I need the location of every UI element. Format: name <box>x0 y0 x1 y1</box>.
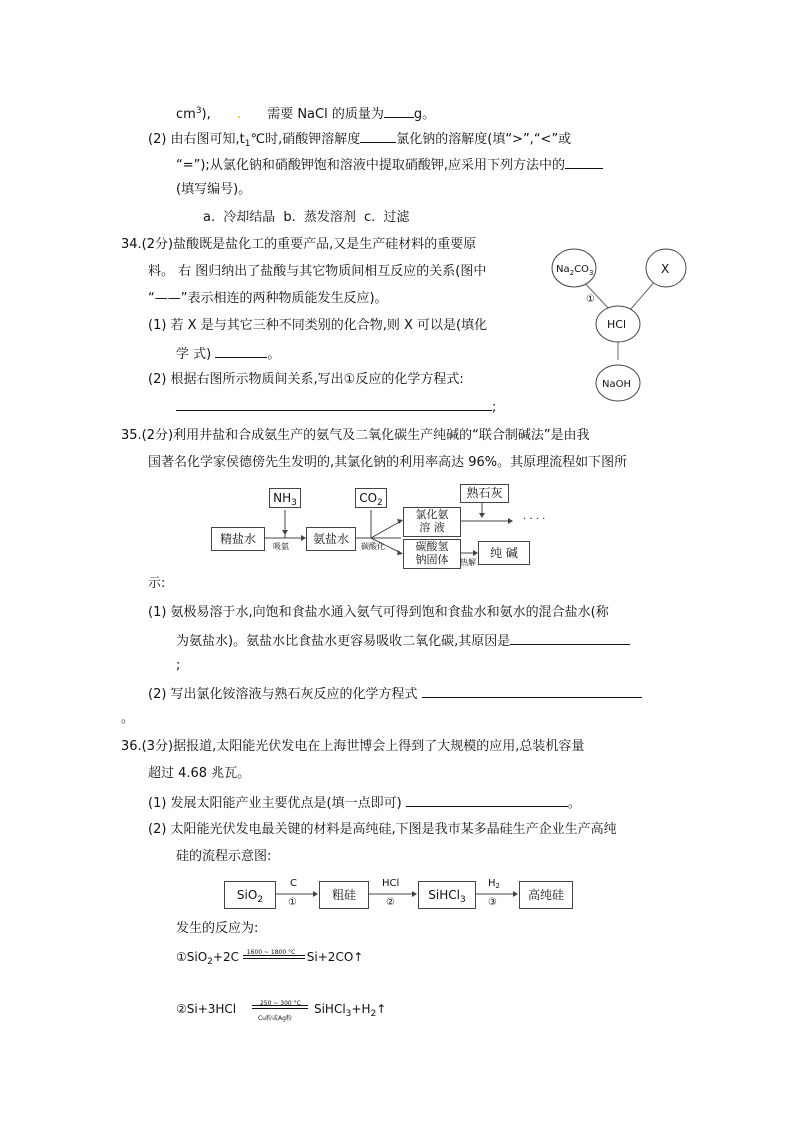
absorb-ammonia-label: 吸氨 <box>273 542 289 551</box>
pyrolysis-label: 热解 <box>460 558 476 567</box>
sihcl3-box: SiHCl$_3$ <box>418 881 476 909</box>
step1-mark: ① <box>288 897 297 908</box>
q34-sub2-answer: ; <box>176 396 496 418</box>
solubility-compare-blank[interactable] <box>360 128 396 143</box>
refined-brine-box: 精盐水 <box>211 527 265 551</box>
q35-line2: 国著名化学家侯德傍先生发明的,其氯化钠的利用率高达 96%。其原理流程如下图所 <box>148 455 628 470</box>
continuation-dots: · · · · <box>523 514 546 525</box>
advantage-blank[interactable] <box>406 792 568 807</box>
reaction-heading: 发生的反应为: <box>176 921 259 936</box>
step2-mark: ② <box>386 897 395 908</box>
q35-sub1-line3: ; <box>176 658 181 673</box>
q34-line3: “——”表示相连的两种物质能发生反应)。 <box>148 291 388 306</box>
co2-box: $CO_2$ <box>355 488 387 508</box>
reaction1-mark: ① <box>586 294 595 305</box>
step3-mark: ③ <box>488 897 497 908</box>
ammonia-brine-box: 氨盐水 <box>306 527 356 551</box>
q34-sub1: (1) 若 X 是与其它三种不同类别的化合物,则 X 可以是(填化 <box>148 318 488 333</box>
q35-sub1-line1: (1) 氨极易溶于水,向饱和食盐水通入氨气可得到饱和食盐水和氨水的混合盐水(称 <box>148 605 609 620</box>
q35-sub2-end: 。 <box>121 711 135 726</box>
reagent-c: C <box>290 878 297 889</box>
silicon-process-flow <box>222 876 582 912</box>
na2co3-label: $Na_2CO_3$ <box>556 264 594 277</box>
naoh-label: NaOH <box>602 379 631 390</box>
q35-sub2: (2) 写出氯化铵溶液与熟石灰反应的化学方程式 <box>148 683 642 705</box>
q33-line1: $cm^3$), . 需要 NaCl 的质量为 g。 <box>176 101 435 125</box>
method-blank[interactable] <box>565 154 603 169</box>
q34-line1: 34.(2分)盐酸既是盐化工的重要产品,又是生产硅材料的重要原 <box>121 237 477 252</box>
alkali-process-flow <box>205 483 575 573</box>
crude-silicon-box: 粗硅 <box>319 881 369 909</box>
q36-line1: 36.(3分)据报道,太阳能光伏发电在上海世博会上得到了大规模的应用,总装机容量 <box>121 739 585 754</box>
reagent-hcl: HCl <box>382 878 400 889</box>
sodium-bicarbonate-box: 碳酸氢 钠固体 <box>403 539 461 569</box>
equation2-blank[interactable] <box>422 683 642 698</box>
reagent-h2: $H_2$ <box>488 878 500 890</box>
reaction1: ①SiO$_2$+2C 1600 ~ 1800 °C Si+2CO↑ <box>176 949 364 967</box>
equation1-blank[interactable] <box>176 396 492 411</box>
hcl-label: HCl <box>607 318 627 331</box>
reaction2-condition: 250 ~ 300 °C Cu粉或Ag粉 <box>252 999 314 1019</box>
q33-sub2-line3: (填写编号)。 <box>176 182 252 197</box>
nacl-mass-blank[interactable] <box>384 103 414 118</box>
x-formula-blank[interactable] <box>215 343 267 358</box>
slaked-lime-box: 熟石灰 <box>460 484 509 503</box>
soda-ash-box: 纯 碱 <box>478 541 530 565</box>
q35-sub1-line2: 为氨盐水)。氨盐水比食盐水更容易吸收二氧化碳,其原因是 <box>176 630 630 652</box>
x-label: X <box>661 262 670 276</box>
q34-sub1-answer: 学 式) 。 <box>176 343 280 365</box>
q36-sub2-line1: (2) 太阳能光伏发电最关键的材料是高纯硅,下图是我市某多晶硅生产企业生产高纯 <box>148 822 617 837</box>
q33-sub2-line1: (2) 由右图可知$,t_1℃$时,硝酸钾溶解度 氯化钠的溶解度(填“>”,“<”或 <box>148 128 571 154</box>
q35-line3: 示: <box>148 576 166 591</box>
q33-sub2-line2: “=”);从氯化钠和硝酸钾饱和溶液中提取硝酸钾,应采用下列方法中的 <box>176 154 603 176</box>
q34-sub2: (2) 根据右图所示物质间关系,写出①反应的化学方程式: <box>148 372 464 387</box>
q36-sub2-line2: 硅的流程示意图: <box>176 849 272 864</box>
nh3-box: $NH_3$ <box>269 488 301 508</box>
reaction2: ②Si+3HCl 250 ~ 300 °C Cu粉或Ag粉 $SiHCl_3+H_2↑$ <box>176 1000 387 1022</box>
carbonation-label: 碳酸化 <box>361 542 385 551</box>
sio2-box: SiO$_2$ <box>224 881 276 909</box>
q35-line1: 35.(2分)利用井盐和合成氨生产的氨气及二氧化碳生产纯碱的“联合制碱法”是由我 <box>121 428 590 443</box>
reaction1-condition: 1600 ~ 1800 °C <box>243 947 307 967</box>
q34-line2: 料。 右 图归纳出了盐酸与其它物质间相互反应的关系(图中 <box>148 264 487 279</box>
ammonium-chloride-box: 氯化氨 溶 液 <box>403 507 461 537</box>
q33-options: a. 冷却结晶 b. 蒸发溶剂 c. 过滤 <box>203 210 410 225</box>
hcl-relation-diagram <box>550 240 690 405</box>
high-purity-silicon-box: 高纯硅 <box>519 881 573 909</box>
q36-sub1: (1) 发展太阳能产业主要优点是(填一点即可) 。 <box>148 792 581 814</box>
q36-line2: 超过 4.68 兆瓦。 <box>148 766 251 781</box>
reason-blank[interactable] <box>510 630 630 645</box>
